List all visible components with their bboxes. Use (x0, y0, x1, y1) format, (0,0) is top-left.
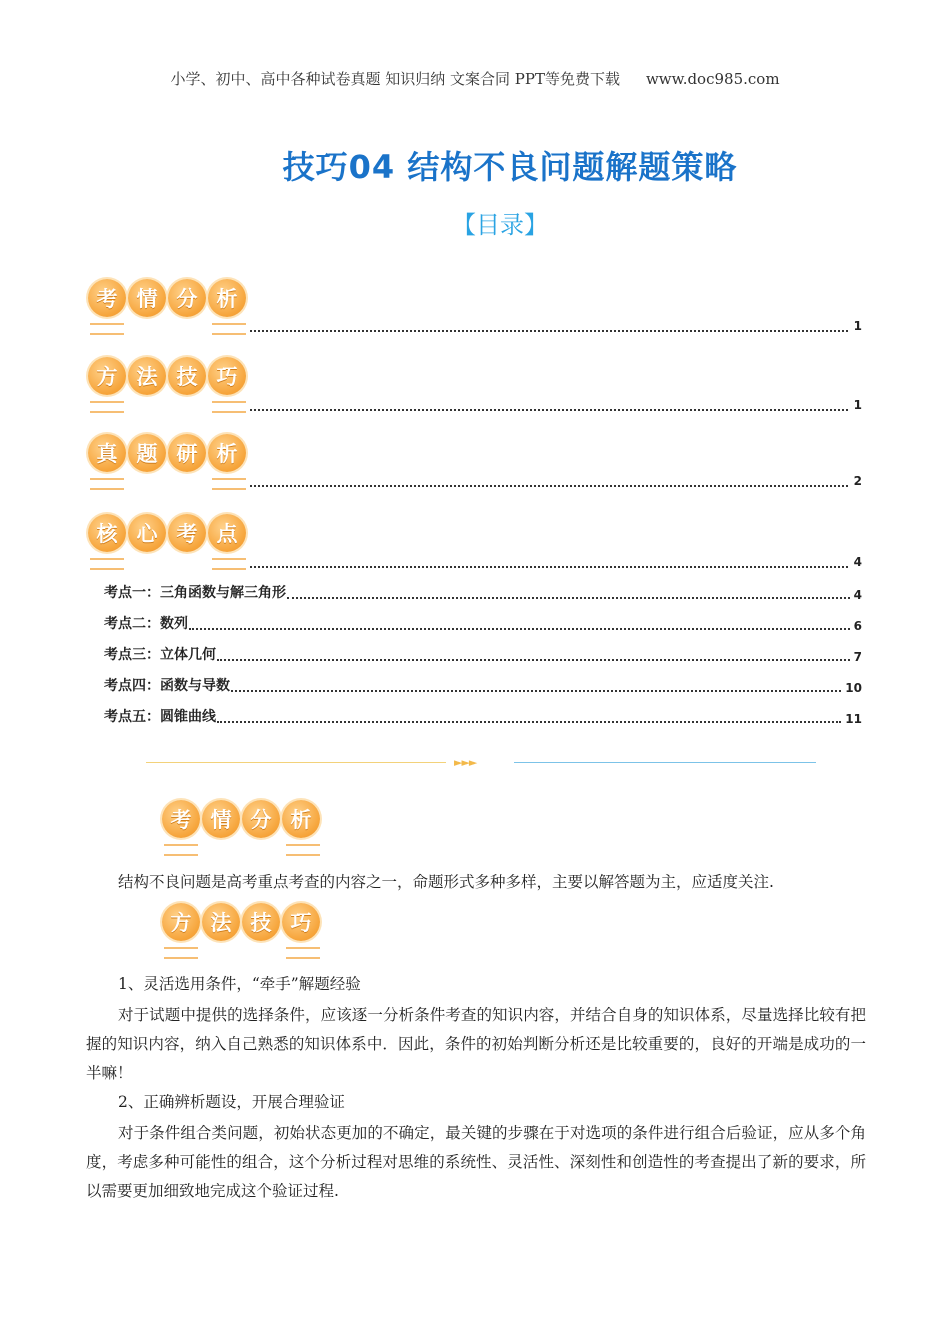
toc-subentry-label: 考点二：数列 (104, 616, 188, 632)
dot-leader (250, 475, 848, 487)
dot-leader (250, 320, 848, 332)
badge-decoration (90, 558, 124, 570)
toc-page-number: 1 (853, 319, 862, 333)
badge-char: 情 (128, 279, 166, 317)
dot-leader (231, 678, 841, 692)
badge-decoration (90, 478, 124, 490)
toc-row-kaoqing[interactable] (250, 316, 862, 332)
badge-char: 分 (168, 279, 206, 317)
toc-badge-fangfa[interactable] (88, 357, 248, 395)
badge-char: 点 (208, 514, 246, 552)
divider-line-right (514, 762, 816, 763)
badge-char: 技 (242, 903, 280, 941)
badge-decoration (164, 947, 198, 959)
badge-char: 真 (88, 434, 126, 472)
badge-decoration (212, 558, 246, 570)
section-badge-kaoqing (162, 800, 322, 838)
toc-badge-zhenti[interactable] (88, 434, 248, 472)
dot-leader (189, 616, 850, 630)
badge-char: 核 (88, 514, 126, 552)
dot-leader (217, 709, 841, 723)
badge-char: 法 (128, 357, 166, 395)
badge-decoration (164, 844, 198, 856)
dot-leader (217, 647, 850, 661)
dot-leader (287, 585, 850, 599)
badge-char: 心 (128, 514, 166, 552)
toc-badge-hexin[interactable] (88, 514, 248, 552)
divider-arrows-icon (454, 756, 476, 769)
toc-page-number: 7 (853, 650, 862, 664)
badge-decoration (212, 323, 246, 335)
point1-title: 1、灵活选用条件，“牵手”解题经验 (118, 975, 361, 993)
badge-char: 析 (208, 434, 246, 472)
badge-char: 情 (202, 800, 240, 838)
toc-subentry[interactable] (104, 675, 862, 695)
dot-leader (250, 556, 848, 568)
badge-decoration (286, 844, 320, 856)
toc-row-hexin[interactable] (250, 552, 862, 568)
badge-decoration (212, 401, 246, 413)
toc-subentry[interactable] (104, 613, 862, 633)
badge-char: 考 (88, 279, 126, 317)
badge-char: 题 (128, 434, 166, 472)
badge-char: 考 (168, 514, 206, 552)
point2-paragraph: 对于条件组合类问题，初始状态更加的不确定，最关键的步骤在于对选项的条件进行组合后验证，应从多个角度，考虑多种可能性的组合，这个分析过程对思维的系统性、灵活性、深刻性和创造性的考查提出了新的要求，所以需要更加细致地完成这个验证过程. (86, 1124, 866, 1200)
badge-char: 析 (208, 279, 246, 317)
toc-row-fangfa[interactable] (250, 395, 862, 411)
toc-label: 【目录】 (452, 211, 548, 239)
point2-title: 2、正确辨析题设，开展合理验证 (118, 1093, 345, 1111)
toc-subentry[interactable] (104, 582, 862, 602)
toc-subentry-label: 考点五：圆锥曲线 (104, 709, 216, 725)
header-url[interactable]: www.doc985.com (645, 70, 780, 88)
badge-decoration (90, 323, 124, 335)
toc-page-number: 6 (853, 619, 862, 633)
badge-char: 方 (162, 903, 200, 941)
section-badge-fangfa (162, 903, 322, 941)
toc-badge-kaoqing[interactable] (88, 279, 248, 317)
arrow-glyphs: ►►► (454, 756, 477, 769)
document-title: 技巧04 结构不良问题解题策略 (282, 148, 738, 186)
toc-page-number: 4 (853, 588, 862, 602)
toc-subentry-label: 考点三：立体几何 (104, 647, 216, 663)
badge-decoration (286, 947, 320, 959)
badge-char: 析 (282, 800, 320, 838)
badge-char: 分 (242, 800, 280, 838)
badge-char: 巧 (282, 903, 320, 941)
page-header (0, 68, 950, 89)
toc-page-number: 2 (853, 474, 862, 488)
badge-decoration (212, 478, 246, 490)
badge-char: 研 (168, 434, 206, 472)
toc-subentry-label: 考点四：函数与导数 (104, 678, 230, 694)
toc-row-zhenti[interactable] (250, 471, 862, 487)
divider-line-left (146, 762, 446, 763)
badge-char: 方 (88, 357, 126, 395)
badge-char: 法 (202, 903, 240, 941)
toc-page-number: 11 (845, 712, 862, 726)
toc-subentry[interactable] (104, 706, 862, 726)
badge-decoration (90, 401, 124, 413)
badge-char: 考 (162, 800, 200, 838)
toc-page-number: 1 (853, 398, 862, 412)
point1-paragraph: 对于试题中提供的选择条件，应该逐一分析条件考查的知识内容，并结合自身的知识体系，尽量选择比较有把握的知识内容，纳入自己熟悉的知识体系中．因此，条件的初始判断分析还是比较重要的，良好的开端是成功的一半嘛！ (86, 1006, 866, 1082)
badge-char: 巧 (208, 357, 246, 395)
toc-page-number: 4 (853, 555, 862, 569)
section1-paragraph: 结构不良问题是高考重点考查的内容之一，命题形式多种多样，主要以解答题为主，应适度关注. (118, 873, 774, 891)
dot-leader (250, 399, 848, 411)
badge-char: 技 (168, 357, 206, 395)
header-text: 小学、初中、高中各种试卷真题 知识归纳 文案合同 PPT等免费下载 (170, 70, 620, 88)
toc-page-number: 10 (845, 681, 862, 695)
toc-subentry-label: 考点一：三角函数与解三角形 (104, 585, 286, 601)
toc-subentry[interactable] (104, 644, 862, 664)
